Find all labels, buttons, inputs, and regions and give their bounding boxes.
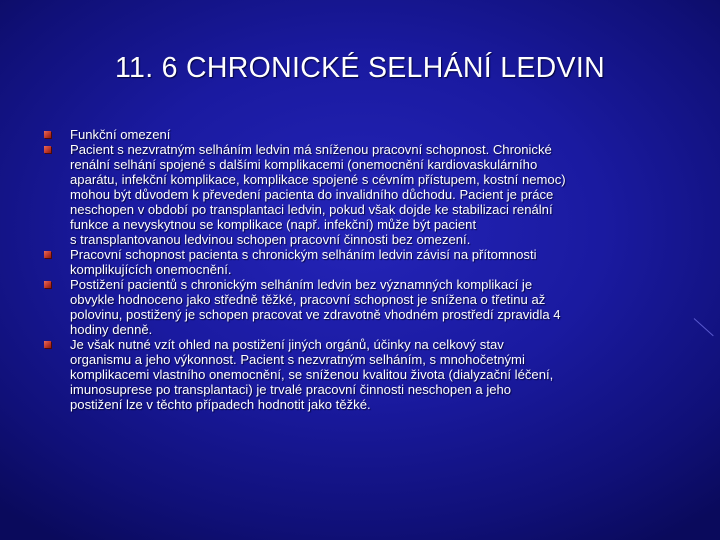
decorative-line [694,318,714,336]
bullet-item [44,142,694,247]
bullet-text: Funkční omezení [70,127,171,142]
red-square-bullet-icon [44,337,56,348]
red-square-bullet-icon [44,142,56,153]
bullet-list [44,127,694,412]
bullet-text: Pacient s nezvratným selháním ledvin má sníženou pracovní schopnost. Chronické renální selhání spojené s dalšími komplikacemi (onemocnění kardiovaskulárního aparátu, infekční komplikace, komplikace spojené s cévním přístupem, kostní nemoc) mohou být důvodem k převedení pacienta do invalidního důchodu. Pacient je práce neschopen v období po transplantaci ledvin, pokud však dojde ke stabilizaci renální funkce a nevyskytnou se komplikace (např. infekční) může být pacient s transplantovanou ledvinou schopen pracovní činnosti bez omezení. [70,142,566,247]
bullet-text: Pracovní schopnost pacienta s chronickým selháním ledvin závisí na přítomnosti komplikujících onemocnění. [70,247,537,277]
bullet-text: Postižení pacientů s chronickým selháním ledvin bez významných komplikací je obvykle hodnoceno jako středně těžké, pracovní schopnost je snížena o třetinu až polovinu, postižený je schopen pracovat ve zdravotně vhodném prostředí zpravidla 4 hodiny denně. [70,277,561,337]
bullet-item [44,277,694,337]
bullet-text: Je však nutné vzít ohled na postižení jiných orgánů, účinky na celkový stav organismu a jeho výkonnost. Pacient s nezvratným selháním, s mnohočetnými komplikacemi vlastního onemocnění, se sníženou kvalitou života (dialyzační léčení, imunosuprese po transplantaci) je trvalé pracovní činnosti neschopen a jeho postižení lze v těchto případech hodnotit jako těžké. [70,337,554,412]
slide-title: 11. 6 CHRONICKÉ SELHÁNÍ LEDVIN [115,52,605,84]
red-square-bullet-icon [44,127,56,138]
red-square-bullet-icon [44,277,56,288]
red-square-bullet-icon [44,247,56,258]
bullet-item [44,337,694,412]
bullet-item [44,247,694,277]
bullet-item [44,127,694,142]
